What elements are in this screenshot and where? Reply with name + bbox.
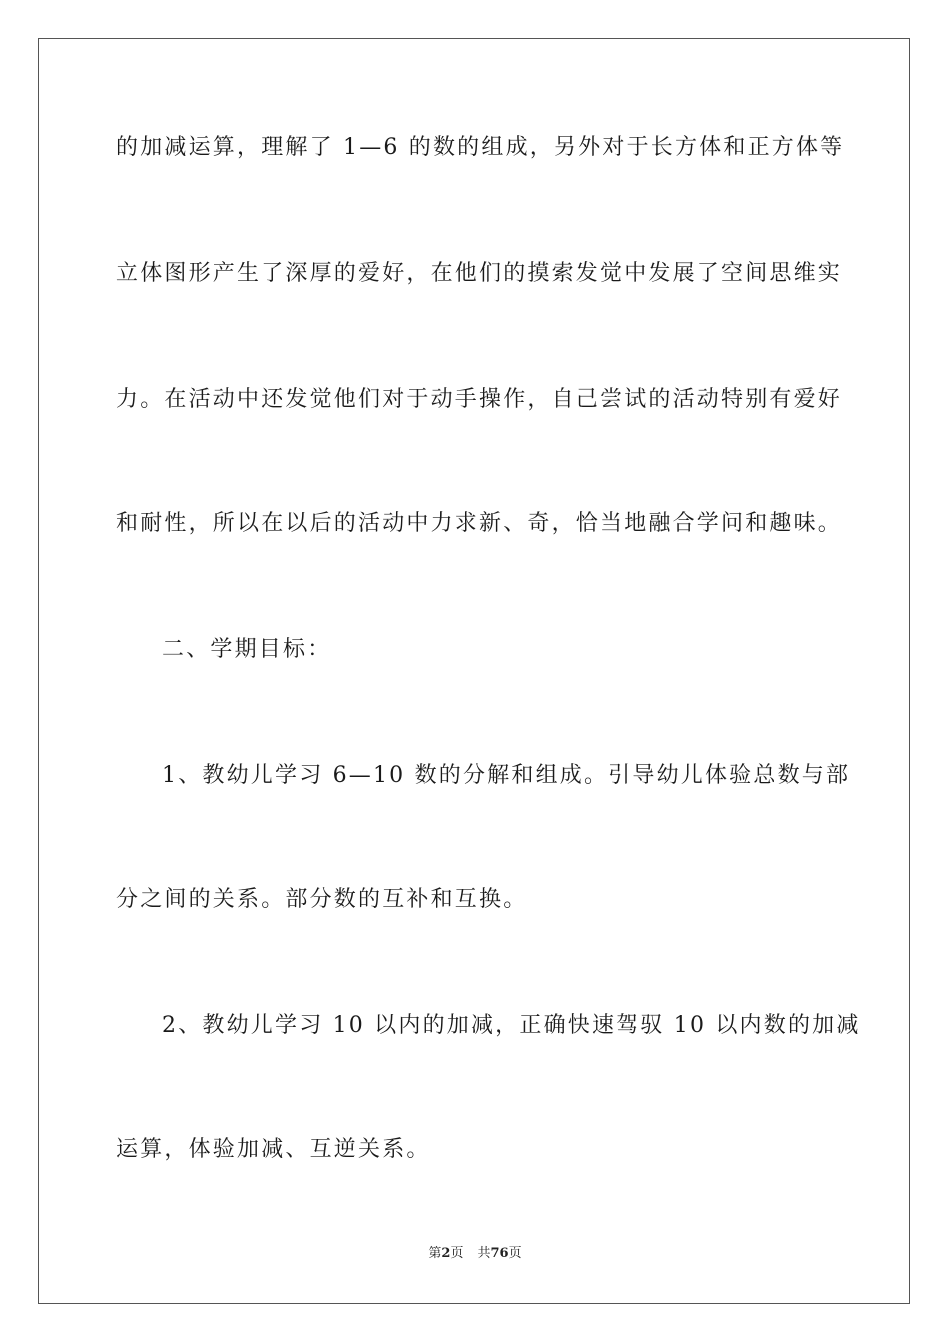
footer-page-suffix: 页 — [450, 1246, 464, 1261]
footer-page-number: 2 — [441, 1246, 451, 1261]
goal-1-line-1: 1、教幼儿学习 6—10 数的分解和组成。引导幼儿体验总数与部 — [162, 763, 851, 788]
goal-2-line-2: 运算，体验加减、互逆关系。 — [116, 1137, 431, 1162]
page-footer — [0, 1245, 950, 1263]
page-border — [38, 38, 910, 1304]
body-text-line-1: 的加减运算，理解了 1—6 的数的组成，另外对于长方体和正方体等 — [116, 135, 845, 160]
goal-2-line-1: 2、教幼儿学习 10 以内的加减，正确快速驾驭 10 以内数的加减 — [162, 1013, 861, 1038]
body-text-line-4: 和耐性，所以在以后的活动中力求新、奇，恰当地融合学问和趣味。 — [116, 511, 843, 536]
goal-1-line-2: 分之间的关系。部分数的互补和互换。 — [116, 887, 528, 912]
footer-total-pages: 76 — [490, 1246, 509, 1261]
section-heading: 二、学期目标： — [162, 637, 332, 662]
footer-total-prefix: 共 — [477, 1246, 491, 1261]
body-text-line-2: 立体图形产生了深厚的爱好，在他们的摸索发觉中发展了空间思维实 — [116, 261, 843, 286]
footer-total-suffix: 页 — [508, 1246, 522, 1261]
body-text-line-3: 力。在活动中还发觉他们对于动手操作，自己尝试的活动特别有爱好 — [116, 387, 843, 412]
footer-page-prefix: 第 — [428, 1246, 442, 1261]
